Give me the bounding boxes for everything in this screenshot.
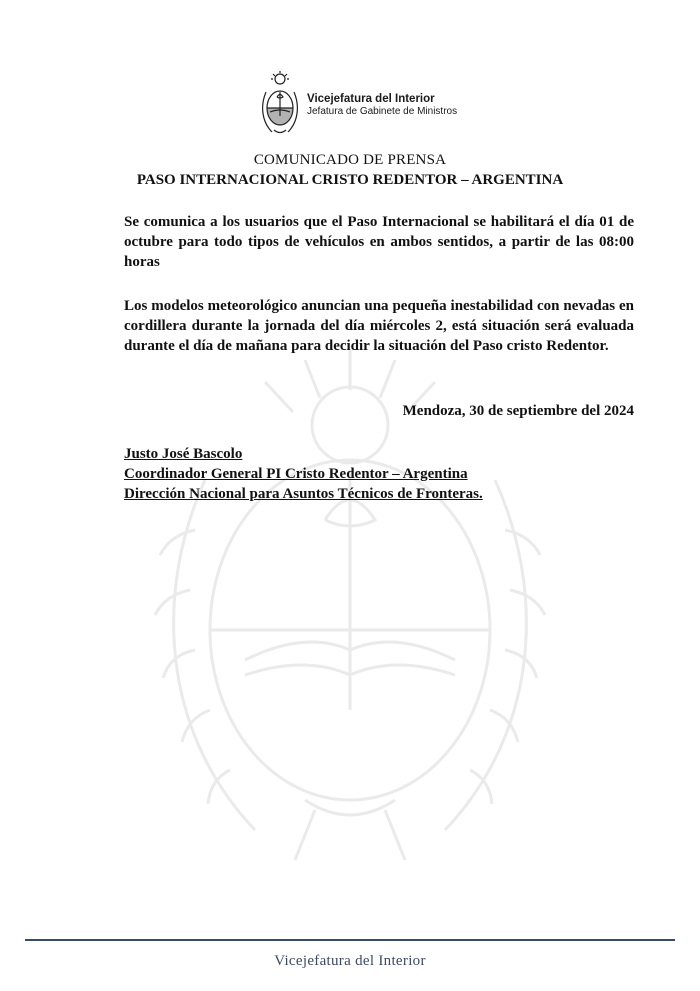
footer-divider xyxy=(25,939,675,941)
document-title xyxy=(120,150,580,190)
organization-subtitle: Jefatura de Gabinete de Ministros xyxy=(307,106,458,117)
signatory-office: Dirección Nacional para Asuntos Técnicos de Fronteras. xyxy=(124,486,483,502)
letterhead xyxy=(258,70,518,140)
paragraph-meteorologia: Los modelos meteorológico anuncian una pequeña inestabilidad con nevadas en cordillera durante la jornada del día miércoles 2, está situación será evaluada durante el día de mañana para decidir la situación del Paso cristo Redentor. xyxy=(124,298,634,354)
title-line-1: COMUNICADO DE PRENSA xyxy=(253,152,447,168)
footer-text: Vicejefatura del Interior xyxy=(274,953,426,969)
dateline: Mendoza, 30 de septiembre del 2024 xyxy=(402,403,634,419)
organization-block xyxy=(307,93,457,118)
signatory-name: Justo José Bascolo xyxy=(124,446,243,462)
organization-name: Vicejefatura del Interior xyxy=(307,93,435,105)
signature-block xyxy=(124,444,483,504)
coat-of-arms-icon xyxy=(258,70,302,138)
title-line-2: PASO INTERNACIONAL CRISTO REDENTOR – ARGENTINA xyxy=(136,172,564,188)
paragraph-habilitacion: Se comunica a los usuarios que el Paso Internacional se habilitará el día 01 de octubre para todo tipos de vehículos en ambos sentidos, a partir de las 08:00 horas xyxy=(124,214,634,270)
signatory-role: Coordinador General PI Cristo Redentor – Argentina xyxy=(124,466,468,482)
